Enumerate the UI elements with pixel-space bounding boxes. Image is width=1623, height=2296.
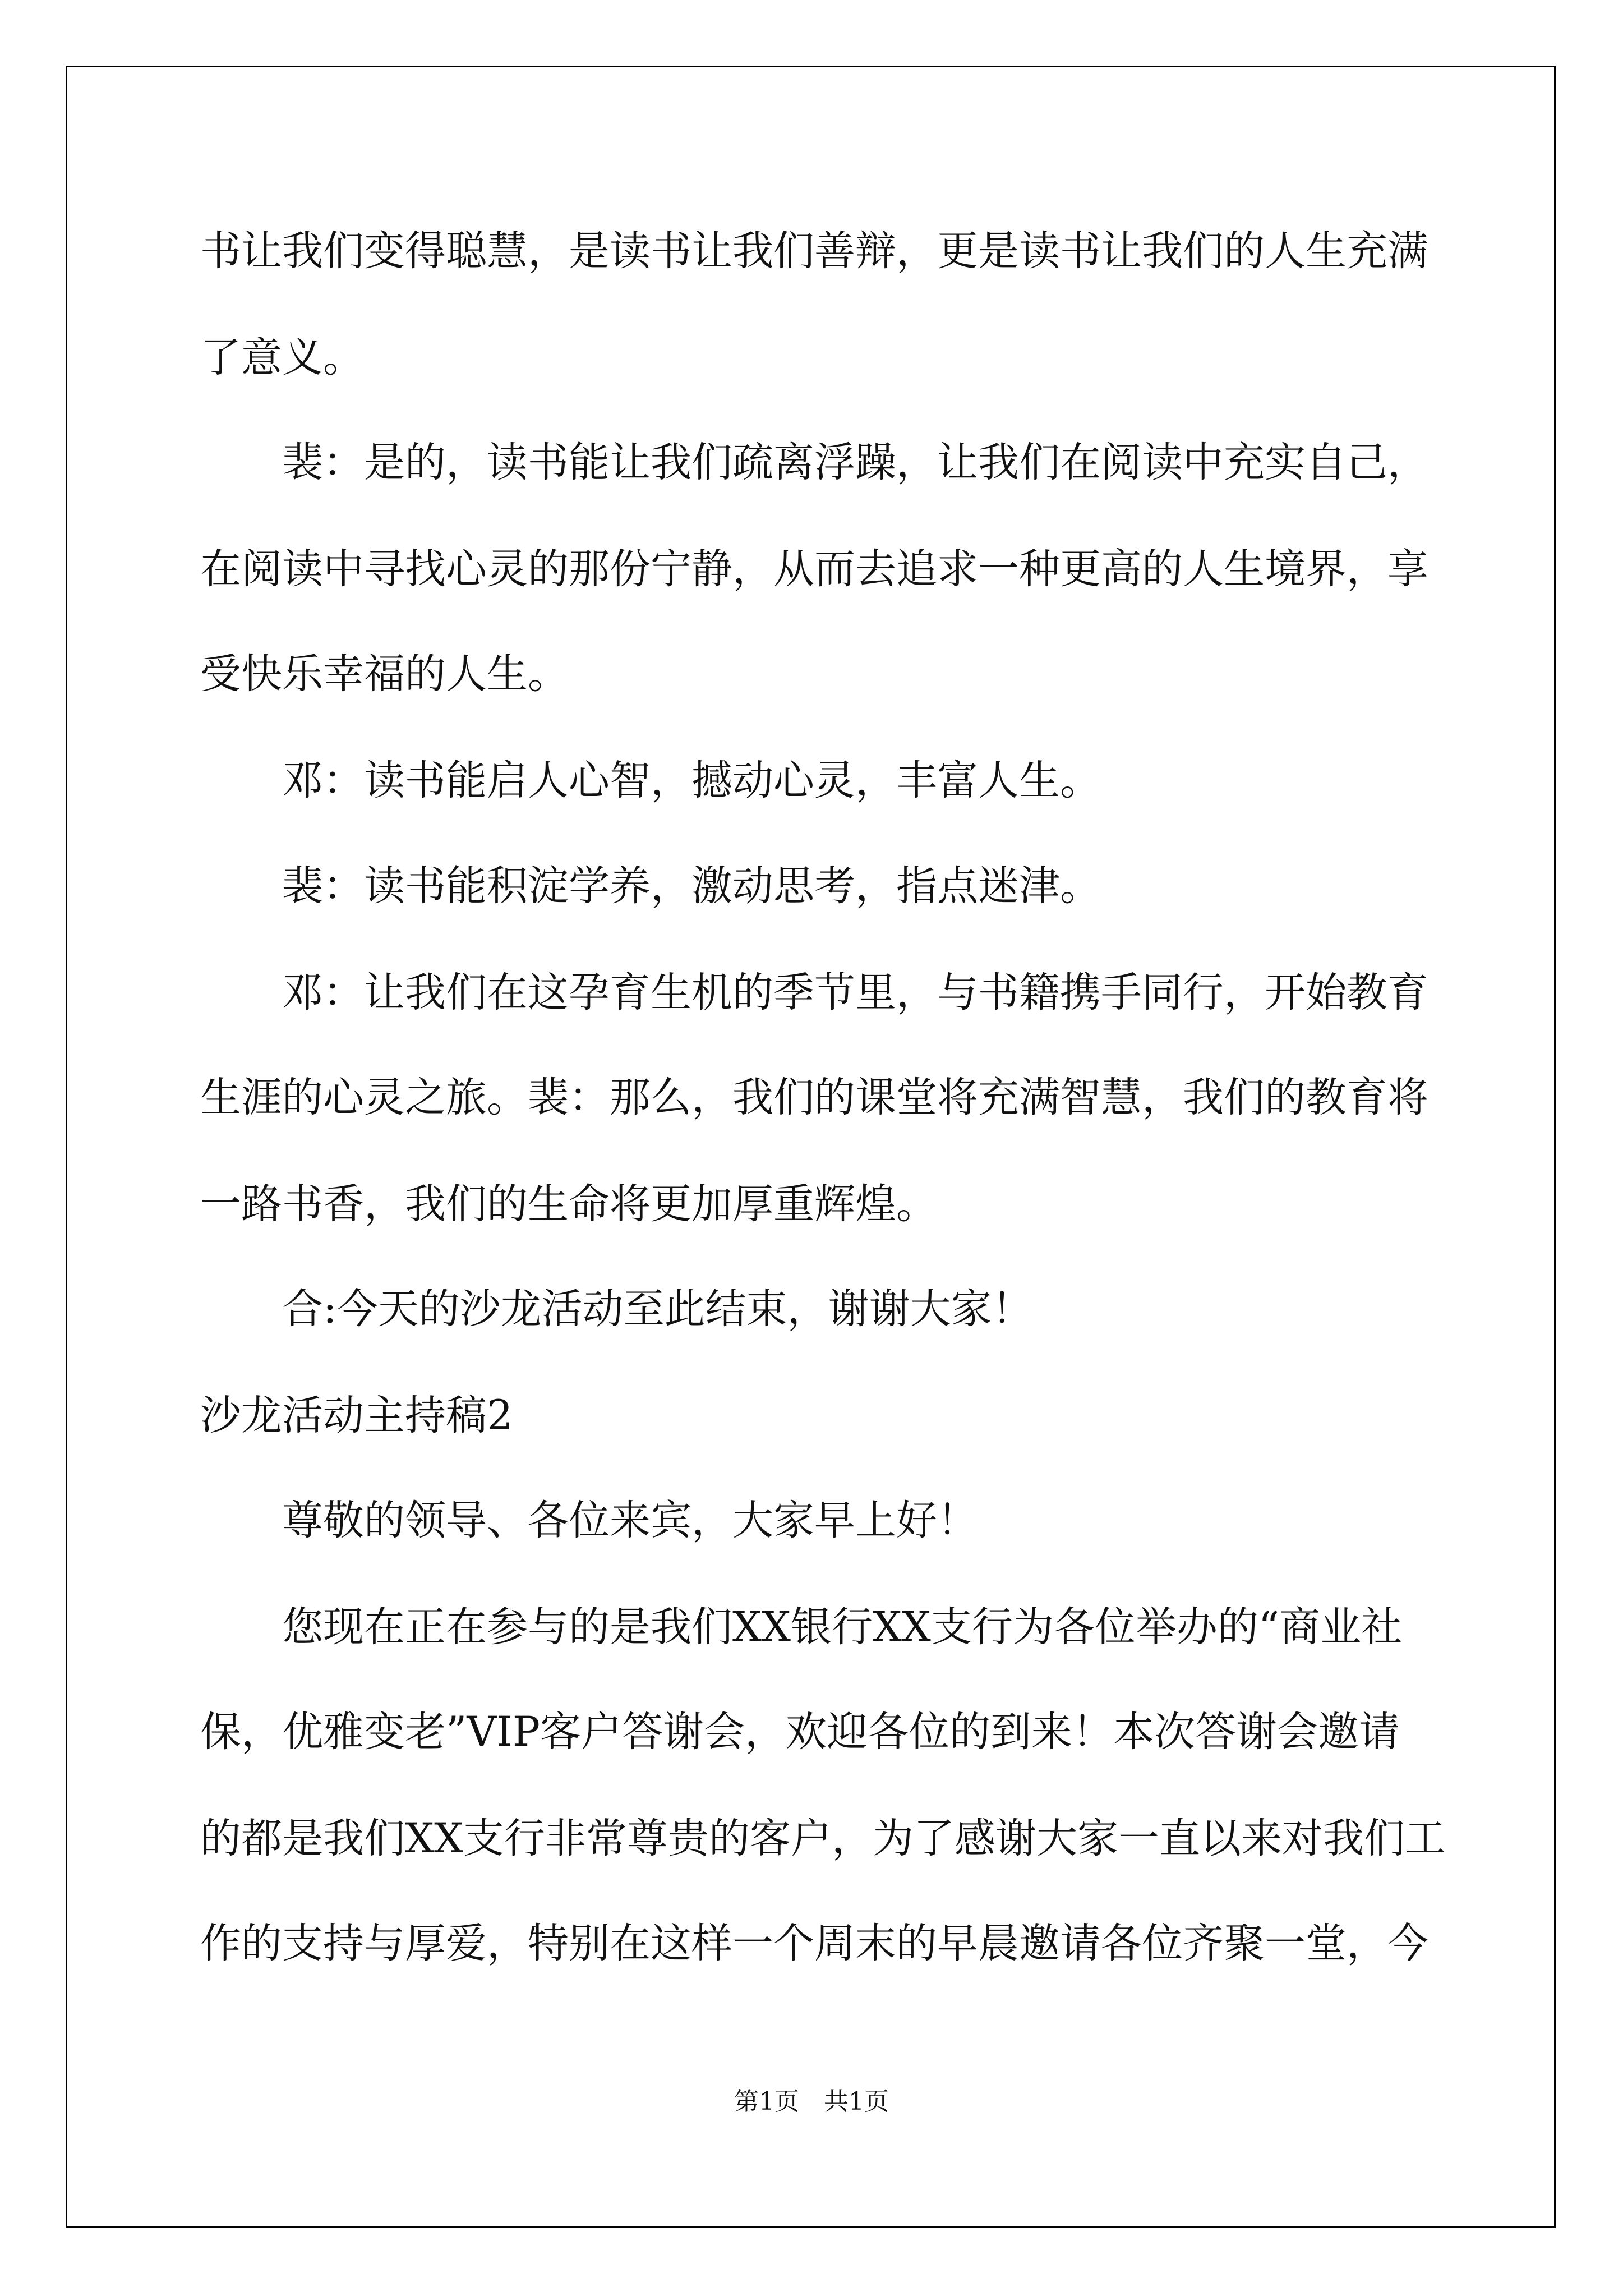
page-border xyxy=(66,66,1556,2228)
body-line: 合:今天的沙龙活动至此结束，谢谢大家！ xyxy=(282,1285,1033,1333)
body-line: 邓：让我们在这孕育生机的季节里，与书籍携手同行，开始教育 xyxy=(282,969,1428,1016)
body-line: 书让我们变得聪慧，是读书让我们善辩，更是读书让我们的人生充满 xyxy=(200,227,1428,275)
body-line: 您现在正在参与的是我们XX银行XX支行为各位举办的“商业社 xyxy=(282,1603,1403,1651)
body-line: 了意义。 xyxy=(200,334,364,381)
body-line: 生涯的心灵之旅。裴：那么，我们的课堂将充满智慧，我们的教育将 xyxy=(200,1074,1428,1121)
body-line: 裴：读书能积淀学养，激动思考，指点迷津。 xyxy=(282,862,1101,910)
body-line: 一路书香，我们的生命将更加厚重辉煌。 xyxy=(200,1180,937,1228)
body-line: 在阅读中寻找心灵的那份宁静，从而去追求一种更高的人生境界，享 xyxy=(200,545,1428,593)
body-line: 受快乐幸福的人生。 xyxy=(200,650,569,698)
body-line: 的都是我们XX支行非常尊贵的客户，为了感谢大家一直以来对我们工 xyxy=(200,1815,1446,1862)
body-line: 保，优雅变老”VIP客户答谢会，欢迎各位的到来！本次答谢会邀请 xyxy=(200,1708,1400,1756)
body-line: 邓：读书能启人心智，撼动心灵，丰富人生。 xyxy=(282,757,1101,804)
page-footer: 第1页 共1页 xyxy=(734,2087,889,2116)
body-line: 裴：是的，读书能让我们疏离浮躁，让我们在阅读中充实自己， xyxy=(282,439,1428,486)
body-line: 尊敬的领导、各位来宾，大家早上好！ xyxy=(282,1497,978,1544)
body-line: 作的支持与厚爱，特别在这样一个周末的早晨邀请各位齐聚一堂，今 xyxy=(200,1920,1428,1967)
section-heading: 沙龙活动主持稿2 xyxy=(200,1392,513,1439)
